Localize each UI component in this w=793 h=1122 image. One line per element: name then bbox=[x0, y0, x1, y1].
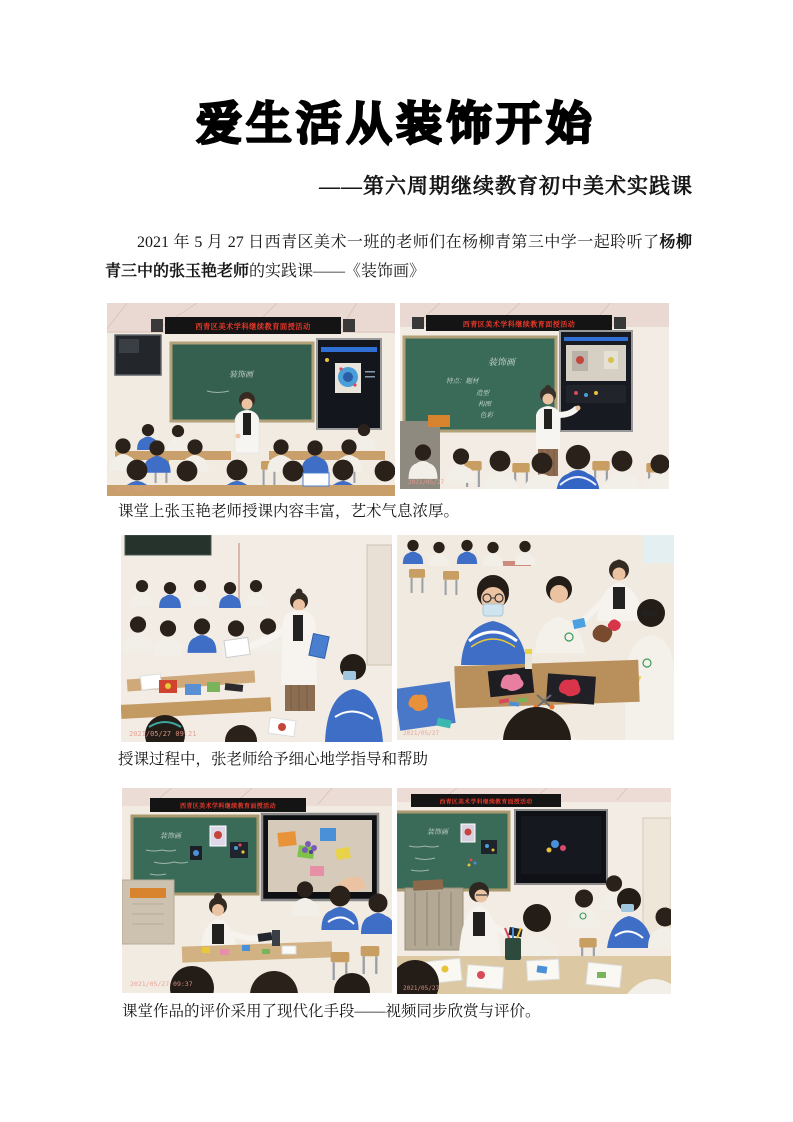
caption-3: 课堂作品的评价采用了现代化手段——视频同步欣赏与评价。 bbox=[122, 1003, 541, 1021]
photo-1-lecture bbox=[107, 303, 395, 496]
photo-row-2 bbox=[121, 535, 793, 742]
page-subtitle: ——第六周期继续教育初中美术实践课 bbox=[319, 174, 693, 199]
svg-text:构图: 构图 bbox=[478, 400, 491, 408]
photo-4-students-crafting bbox=[397, 535, 674, 740]
photo-row-1 bbox=[107, 303, 793, 496]
svg-text:西青区美术学科继续教育面授活动: 西青区美术学科继续教育面授活动 bbox=[462, 320, 576, 329]
wall-tv bbox=[125, 535, 211, 555]
timestamp-watermark: 2021/05/27 09:21 bbox=[129, 730, 197, 739]
timestamp-watermark: 2021/05/27 09:37 bbox=[130, 980, 193, 989]
timestamp-watermark: 2021/05/27 bbox=[408, 478, 445, 486]
led-banner bbox=[165, 317, 341, 334]
svg-text:装饰画: 装饰画 bbox=[229, 369, 253, 379]
intro-paragraph bbox=[105, 228, 692, 287]
cabinet bbox=[405, 879, 463, 950]
smartboard bbox=[317, 339, 381, 429]
svg-text:装饰画: 装饰画 bbox=[488, 356, 516, 367]
svg-text:西青区美术学科继续教育面授活动: 西青区美术学科继续教育面授活动 bbox=[179, 803, 277, 811]
photo-row-3 bbox=[122, 788, 793, 994]
timestamp-watermark: 2021/05/27 bbox=[115, 484, 155, 493]
photo-5-video-demo bbox=[122, 788, 392, 993]
timestamp-watermark: 2021/05/27 bbox=[403, 985, 440, 993]
chalkboard bbox=[171, 343, 313, 421]
svg-text:特点：题材: 特点：题材 bbox=[446, 377, 479, 385]
photo-6-work-evaluation bbox=[397, 788, 671, 994]
svg-text:西青区美术学科继续教育面授活动: 西青区美术学科继续教育面授活动 bbox=[195, 321, 311, 331]
led-banner bbox=[150, 798, 306, 812]
caption-2: 授课过程中，张老师给予细心地学指导和帮助 bbox=[118, 751, 429, 769]
photo-2-board-explanation bbox=[400, 303, 669, 489]
smartboard bbox=[515, 810, 607, 884]
timestamp-watermark: 2021/05/27 bbox=[403, 730, 440, 738]
intro-text-bold: 杨柳青三中的张玉艳老师 bbox=[105, 233, 692, 281]
svg-text:装饰画: 装饰画 bbox=[427, 828, 448, 837]
svg-text:西青区美术学科继续教育面授活动: 西青区美术学科继续教育面授活动 bbox=[439, 799, 533, 806]
caption-1: 课堂上张玉艳老师授课内容丰富，艺术气息浓厚。 bbox=[118, 502, 460, 520]
page-title: 爱生活从装饰开始 bbox=[196, 97, 597, 150]
smartboard bbox=[560, 331, 632, 431]
chalkboard bbox=[397, 812, 509, 890]
led-banner bbox=[426, 315, 612, 331]
smartboard-video bbox=[262, 814, 378, 900]
svg-text:造型: 造型 bbox=[476, 389, 489, 397]
svg-text:装饰画: 装饰画 bbox=[160, 832, 181, 841]
intro-text-1: 2021 年 5 月 27 日西青区美术一班的老师们在杨柳青第三中学一起聆听了 bbox=[137, 233, 660, 251]
intro-text-2: 的实践课——《装饰画》 bbox=[249, 263, 426, 281]
svg-text:色彩: 色彩 bbox=[480, 411, 493, 419]
podium bbox=[122, 880, 174, 944]
led-banner bbox=[411, 794, 561, 807]
photo-3-teacher-guidance bbox=[121, 535, 392, 742]
chalkboard bbox=[404, 337, 556, 431]
door bbox=[367, 545, 392, 665]
